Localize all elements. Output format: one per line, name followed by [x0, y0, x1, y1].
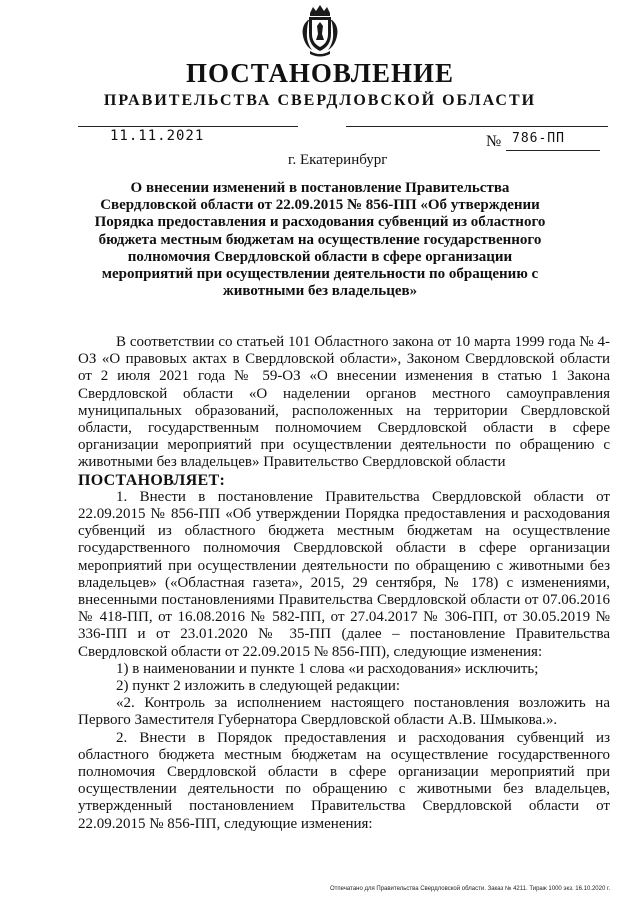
coat-of-arms-icon — [298, 4, 342, 58]
number-underline — [506, 150, 600, 151]
clause-1-item-1: 1) в наименовании и пункте 1 слова «и расходования» исключить; — [116, 660, 539, 677]
clause-1: 1. Внести в постановление Правительства Свердловской области от 22.09.2015 № 856-ПП «Об утверждении Порядка предоставления и расходования субвенций из областного бюджета местным бюджетам на осуществление государственного полномочия Свердловской области в сфере организации мероприятий при осуществлении деятельности по обращению с животными без владельцев» («Областная газета», 2015, 29 сентября, № 178) с изменениями, внесенными постановлениями Правительства Свердловской области от 07.06.2016 № 418-ПП, от 16.08.2016 № 582-ПП, от 27.04.2017 № 306-ПП, от 30.05.2019 № 336-ПП и от 23.01.2020 № 35-ПП (далее – постановление Правительства Свердловской области от 22.09.2015 № 856-ПП), следующие изменения: — [78, 488, 610, 660]
decree-body — [78, 334, 610, 833]
decree-title: О внесении изменений в постановление Правительства Свердловской области от 22.09.2015 № 856-ПП «Об утверждении Порядка предоставления и расходования субвенций из областного бюджета местным бюджетам на осуществление государственного полномочия Свердловской области в сфере организации мероприятий при осуществлении деятельности по обращению с животными без владельцев» — [94, 180, 546, 300]
decree-number: 786-ПП — [512, 131, 565, 146]
header-divider-right — [346, 126, 608, 127]
decree-word: ПОСТАНОВЛЯЕТ: — [78, 471, 226, 489]
document-type-heading: ПОСТАНОВЛЕНИЕ — [185, 58, 455, 88]
city-name: г. Екатеринбург — [288, 152, 388, 168]
print-imprint: Отпечатано для Правительства Свердловской области. Заказ № 4211. Тираж 1000 экз. 16.10.2020 г. — [330, 886, 611, 892]
clause-1-item-2-quote: «2. Контроль за исполнением настоящего постановления возложить на Первого Заместителя Губернатора Свердловской области А.В. Шмыкова.». — [78, 695, 610, 729]
decree-date: 11.11.2021 — [110, 128, 205, 144]
clause-1-item-2: 2) пункт 2 изложить в следующей редакции: — [116, 678, 401, 695]
clause-2: 2. Внести в Порядок предоставления и расходования субвенций из областного бюджета местным бюджетам на осуществление государственного полномочия Свердловской области в сфере организации мероприятий при осуществлении деятельности по обращению с животными без владельцев, утвержденный постановлением Правительства Свердловской области от 22.09.2015 № 856-ПП, следующие изменения: — [78, 729, 610, 832]
header-divider-left — [78, 126, 298, 127]
issuer-heading: ПРАВИТЕЛЬСТВА СВЕРДЛОВСКОЙ ОБЛАСТИ — [103, 92, 537, 109]
number-sign: № — [486, 133, 502, 150]
preamble-paragraph: В соответствии со статьей 101 Областного закона от 10 марта 1999 года № 4-ОЗ «О правовых актах в Свердловской области», Законом Свердловской области от 2 июля 2021 года № 59-ОЗ «О внесении изменения в статью 1 Закона Свердловской области «О наделении органов местного самоуправления муниципальных образований, расположенных на территории Свердловской области, государственным полномочием Свердловской области в сфере организации мероприятий при осуществлении деятельности по обращению с животными без владельцев» Правительство Свердловской области — [78, 334, 610, 471]
